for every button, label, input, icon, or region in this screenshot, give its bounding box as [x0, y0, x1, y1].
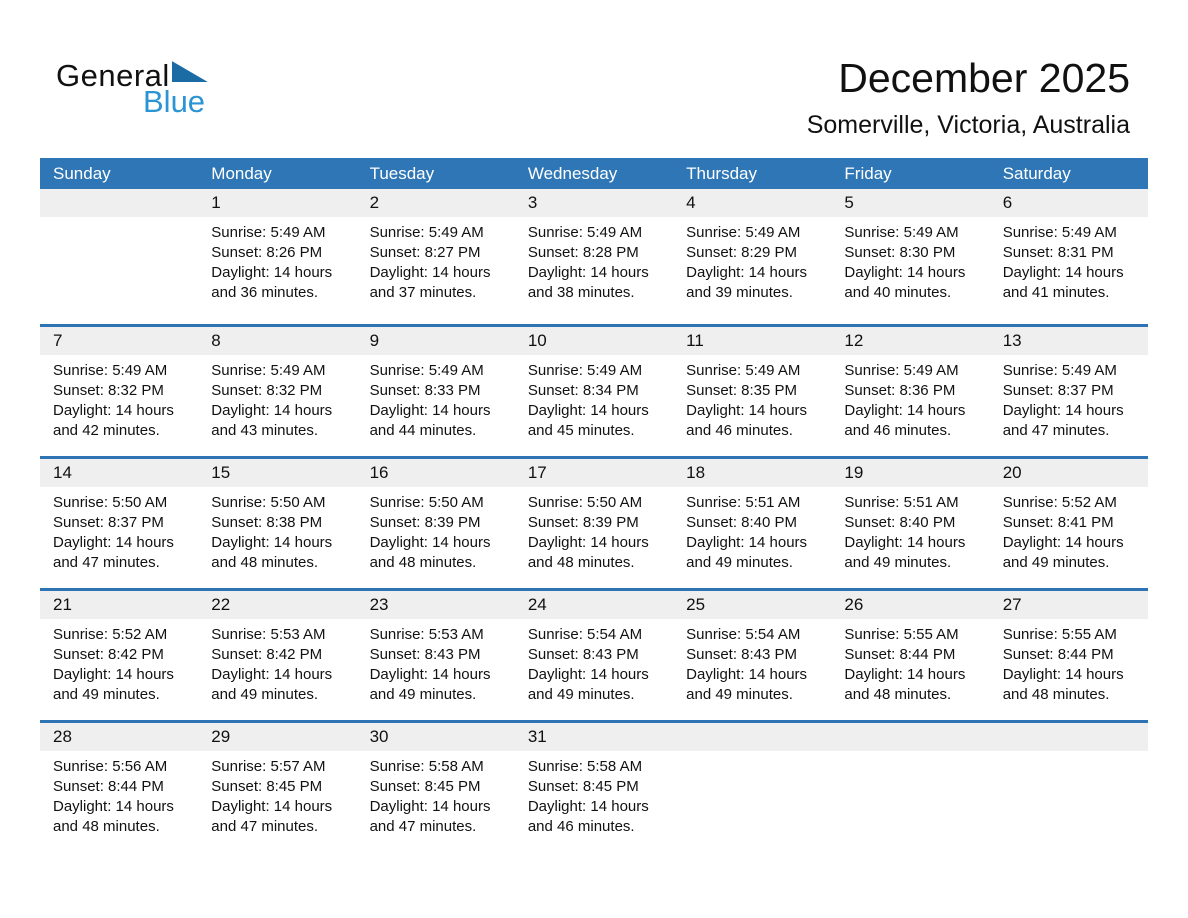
sunrise-text: Sunrise: 5:49 AM [1002, 224, 1117, 241]
day-number-band [831, 189, 989, 217]
daylight-text: Daylight: 14 hours and 47 minutes. [1002, 402, 1124, 439]
sunset-text: Sunset: 8:39 PM [527, 514, 639, 531]
day-number-band [198, 459, 356, 487]
sunrise-text: Sunrise: 5:55 AM [1002, 626, 1117, 643]
sunrise-text: Sunrise: 5:57 AM [211, 758, 326, 775]
day-number-band [515, 723, 673, 751]
sunrise-text: Sunrise: 5:50 AM [211, 494, 326, 511]
sunset-text: Sunset: 8:36 PM [844, 382, 956, 399]
day-number: 14 [53, 463, 72, 482]
day-details [831, 619, 989, 705]
day-details [831, 217, 989, 303]
sunset-text: Sunset: 8:45 PM [527, 778, 639, 795]
day-details [357, 487, 515, 573]
day-details [40, 487, 198, 573]
day-number-band [673, 723, 831, 751]
day-number: 5 [844, 193, 854, 212]
daylight-text: Daylight: 14 hours and 49 minutes. [53, 666, 174, 703]
day-number: 13 [1002, 331, 1022, 350]
sunrise-text: Sunrise: 5:58 AM [369, 758, 484, 775]
sunrise-text: Sunrise: 5:50 AM [527, 494, 643, 511]
day-number-band [40, 327, 198, 355]
daylight-text: Daylight: 14 hours and 47 minutes. [369, 798, 491, 835]
day-number-band [198, 327, 356, 355]
day-number: 26 [844, 595, 864, 614]
day-number-band [40, 189, 198, 217]
daylight-text: Daylight: 14 hours and 48 minutes. [527, 534, 649, 571]
sunrise-text: Sunrise: 5:58 AM [527, 758, 643, 775]
sunset-text: Sunset: 8:43 PM [686, 646, 798, 663]
day-number: 23 [369, 595, 389, 614]
day-number-band [831, 327, 989, 355]
day-number: 22 [211, 595, 231, 614]
daylight-text: Daylight: 14 hours and 47 minutes. [53, 534, 174, 571]
day-details [40, 619, 198, 705]
sunrise-text: Sunrise: 5:53 AM [211, 626, 326, 643]
day-cell-1 [198, 189, 356, 324]
daylight-text: Daylight: 14 hours and 48 minutes. [844, 666, 966, 703]
sunset-text: Sunset: 8:29 PM [686, 244, 798, 261]
day-cell-26 [831, 591, 989, 720]
weekday-header-row [40, 158, 1148, 189]
day-number: 21 [53, 595, 72, 614]
sunrise-text: Sunrise: 5:49 AM [844, 362, 959, 379]
daylight-text: Daylight: 14 hours and 49 minutes. [1002, 534, 1124, 571]
daylight-text: Daylight: 14 hours and 46 minutes. [844, 402, 966, 439]
sunset-text: Sunset: 8:35 PM [686, 382, 798, 399]
sunrise-text: Sunrise: 5:49 AM [1002, 362, 1117, 379]
day-number-band [357, 591, 515, 619]
sunset-text: Sunset: 8:27 PM [369, 244, 481, 261]
day-number: 18 [686, 463, 706, 482]
day-details [198, 751, 356, 837]
day-details [673, 217, 831, 303]
sunset-text: Sunset: 8:37 PM [53, 514, 164, 531]
day-number-band [515, 459, 673, 487]
day-number-band [198, 591, 356, 619]
day-cell-23 [357, 591, 515, 720]
sunrise-text: Sunrise: 5:54 AM [686, 626, 801, 643]
sunset-text: Sunset: 8:42 PM [53, 646, 164, 663]
sunset-text: Sunset: 8:43 PM [527, 646, 639, 663]
sunrise-text: Sunrise: 5:49 AM [369, 362, 484, 379]
sunset-text: Sunset: 8:44 PM [1002, 646, 1114, 663]
day-details [831, 355, 989, 441]
day-cell-28 [40, 723, 198, 852]
daylight-text: Daylight: 14 hours and 48 minutes. [1002, 666, 1124, 703]
daylight-text: Daylight: 14 hours and 39 minutes. [686, 264, 808, 301]
day-cell-5 [831, 189, 989, 324]
sunrise-text: Sunrise: 5:54 AM [527, 626, 643, 643]
sunrise-text: Sunrise: 5:49 AM [844, 224, 959, 241]
daylight-text: Daylight: 14 hours and 41 minutes. [1002, 264, 1124, 301]
day-number: 17 [527, 463, 547, 482]
week-row-1 [40, 189, 1148, 324]
location-subtitle: Somerville, Victoria, Australia [806, 111, 1130, 140]
day-number-band [515, 189, 673, 217]
day-cell-20 [990, 459, 1148, 588]
day-details [831, 751, 989, 757]
day-cell-3 [515, 189, 673, 324]
general-blue-logo [56, 60, 208, 117]
day-cell-27 [990, 591, 1148, 720]
day-details [990, 487, 1148, 573]
day-number-band [990, 189, 1148, 217]
day-number-band [40, 459, 198, 487]
weekday-label-thursday: Thursday [686, 163, 758, 183]
day-cell-4 [673, 189, 831, 324]
week-row-3 [40, 456, 1148, 588]
sunset-text: Sunset: 8:31 PM [1002, 244, 1114, 261]
daylight-text: Daylight: 14 hours and 38 minutes. [527, 264, 649, 301]
sunrise-text: Sunrise: 5:49 AM [527, 224, 643, 241]
day-cell-29 [198, 723, 356, 852]
day-details [357, 751, 515, 837]
sunset-text: Sunset: 8:44 PM [53, 778, 164, 795]
day-number-band [990, 459, 1148, 487]
day-number-band [990, 327, 1148, 355]
daylight-text: Daylight: 14 hours and 48 minutes. [211, 534, 333, 571]
day-number: 31 [527, 727, 547, 746]
sunset-text: Sunset: 8:32 PM [53, 382, 164, 399]
day-details [198, 217, 356, 303]
daylight-text: Daylight: 14 hours and 49 minutes. [527, 666, 649, 703]
day-details [198, 355, 356, 441]
daylight-text: Daylight: 14 hours and 36 minutes. [211, 264, 333, 301]
logo-triangle-icon [172, 61, 208, 82]
daylight-text: Daylight: 14 hours and 46 minutes. [527, 798, 649, 835]
daylight-text: Daylight: 14 hours and 37 minutes. [369, 264, 491, 301]
day-cell-7 [40, 327, 198, 456]
day-cell-25 [673, 591, 831, 720]
sunrise-text: Sunrise: 5:56 AM [53, 758, 168, 775]
sunset-text: Sunset: 8:39 PM [369, 514, 481, 531]
day-details [673, 487, 831, 573]
daylight-text: Daylight: 14 hours and 48 minutes. [369, 534, 491, 571]
day-number-band [673, 327, 831, 355]
day-cell-16 [357, 459, 515, 588]
day-details [990, 355, 1148, 441]
day-number: 24 [527, 595, 547, 614]
day-cell-21 [40, 591, 198, 720]
day-number: 29 [211, 727, 231, 746]
day-number-band [198, 189, 356, 217]
daylight-text: Daylight: 14 hours and 46 minutes. [686, 402, 808, 439]
day-details [990, 619, 1148, 705]
logo-text-general: General [56, 58, 170, 93]
weekday-label-sunday: Sunday [53, 163, 111, 183]
day-details [357, 619, 515, 705]
day-number-band [673, 459, 831, 487]
weekday-label-wednesday: Wednesday [527, 163, 618, 183]
sunrise-text: Sunrise: 5:51 AM [686, 494, 801, 511]
day-details [515, 619, 673, 705]
day-cell-9 [357, 327, 515, 456]
month-title: December 2025 [838, 55, 1130, 101]
day-cell-17 [515, 459, 673, 588]
day-number-band [990, 723, 1148, 751]
day-number: 6 [1002, 193, 1013, 212]
sunrise-text: Sunrise: 5:52 AM [1002, 494, 1117, 511]
day-cell-22 [198, 591, 356, 720]
day-number: 15 [211, 463, 231, 482]
day-number-band [673, 189, 831, 217]
day-cell-13 [990, 327, 1148, 456]
sunset-text: Sunset: 8:38 PM [211, 514, 323, 531]
sunset-text: Sunset: 8:28 PM [527, 244, 639, 261]
sunset-text: Sunset: 8:40 PM [686, 514, 798, 531]
sunset-text: Sunset: 8:45 PM [369, 778, 481, 795]
day-cell-30 [357, 723, 515, 852]
daylight-text: Daylight: 14 hours and 45 minutes. [527, 402, 649, 439]
day-details [831, 487, 989, 573]
day-number: 20 [1002, 463, 1022, 482]
sunset-text: Sunset: 8:32 PM [211, 382, 323, 399]
sunrise-text: Sunrise: 5:52 AM [53, 626, 168, 643]
day-number: 12 [844, 331, 864, 350]
day-number: 3 [527, 193, 538, 212]
day-details [990, 217, 1148, 303]
sunrise-text: Sunrise: 5:49 AM [527, 362, 643, 379]
day-cell-11 [673, 327, 831, 456]
day-details [515, 217, 673, 303]
day-cell-empty [831, 723, 989, 852]
sunrise-text: Sunrise: 5:51 AM [844, 494, 959, 511]
weekday-label-friday: Friday [844, 163, 892, 183]
day-number-band [198, 723, 356, 751]
day-number-band [515, 327, 673, 355]
sunrise-text: Sunrise: 5:50 AM [53, 494, 168, 511]
day-number-band [831, 591, 989, 619]
day-details [198, 619, 356, 705]
weekday-label-tuesday: Tuesday [369, 163, 435, 183]
logo-text-blue: Blue [143, 84, 206, 119]
daylight-text: Daylight: 14 hours and 49 minutes. [686, 666, 808, 703]
day-details [673, 619, 831, 705]
day-number: 27 [1002, 595, 1022, 614]
daylight-text: Daylight: 14 hours and 40 minutes. [844, 264, 966, 301]
sunrise-text: Sunrise: 5:49 AM [211, 362, 326, 379]
day-number: 1 [211, 193, 221, 212]
day-number-band [990, 591, 1148, 619]
day-cell-8 [198, 327, 356, 456]
sunrise-text: Sunrise: 5:53 AM [369, 626, 484, 643]
daylight-text: Daylight: 14 hours and 49 minutes. [844, 534, 966, 571]
day-number-band [357, 327, 515, 355]
sunset-text: Sunset: 8:37 PM [1002, 382, 1114, 399]
day-details [40, 355, 198, 441]
day-number-band [831, 459, 989, 487]
sunrise-text: Sunrise: 5:49 AM [686, 362, 801, 379]
day-details [357, 355, 515, 441]
day-cell-15 [198, 459, 356, 588]
sunset-text: Sunset: 8:43 PM [369, 646, 481, 663]
day-number: 28 [53, 727, 72, 746]
day-number: 16 [369, 463, 389, 482]
day-cell-24 [515, 591, 673, 720]
week-row-5 [40, 720, 1148, 852]
day-cell-31 [515, 723, 673, 852]
weekday-label-monday: Monday [211, 163, 272, 183]
daylight-text: Daylight: 14 hours and 48 minutes. [53, 798, 174, 835]
day-cell-empty [990, 723, 1148, 852]
day-cell-empty [673, 723, 831, 852]
day-number: 7 [53, 331, 63, 350]
day-number: 2 [369, 193, 380, 212]
day-cell-19 [831, 459, 989, 588]
day-cell-10 [515, 327, 673, 456]
day-cell-14 [40, 459, 198, 588]
day-number: 10 [527, 331, 547, 350]
sunset-text: Sunset: 8:30 PM [844, 244, 956, 261]
day-number-band [357, 723, 515, 751]
day-number-band [40, 723, 198, 751]
day-details [515, 487, 673, 573]
weekday-label-saturday: Saturday [1002, 163, 1071, 183]
sunset-text: Sunset: 8:42 PM [211, 646, 323, 663]
day-cell-2 [357, 189, 515, 324]
title-block [807, 55, 1130, 140]
sunset-text: Sunset: 8:26 PM [211, 244, 323, 261]
daylight-text: Daylight: 14 hours and 47 minutes. [211, 798, 333, 835]
day-details [515, 355, 673, 441]
calendar-weeks [40, 189, 1148, 852]
sunset-text: Sunset: 8:45 PM [211, 778, 323, 795]
day-cell-6 [990, 189, 1148, 324]
daylight-text: Daylight: 14 hours and 49 minutes. [369, 666, 491, 703]
day-number-band [515, 591, 673, 619]
daylight-text: Daylight: 14 hours and 42 minutes. [53, 402, 174, 439]
day-details [515, 751, 673, 837]
sunset-text: Sunset: 8:34 PM [527, 382, 639, 399]
day-number: 9 [369, 331, 380, 350]
sunrise-text: Sunrise: 5:49 AM [211, 224, 326, 241]
day-number: 19 [844, 463, 864, 482]
day-number: 25 [686, 595, 706, 614]
day-number: 8 [211, 331, 221, 350]
day-number: 11 [686, 331, 704, 350]
day-details [990, 751, 1148, 757]
day-details [357, 217, 515, 303]
calendar-table [40, 158, 1148, 852]
sunrise-text: Sunrise: 5:49 AM [686, 224, 801, 241]
day-cell-12 [831, 327, 989, 456]
day-cell-empty [40, 189, 198, 324]
sunset-text: Sunset: 8:40 PM [844, 514, 956, 531]
daylight-text: Daylight: 14 hours and 43 minutes. [211, 402, 333, 439]
day-number-band [357, 459, 515, 487]
day-number-band [831, 723, 989, 751]
day-details [673, 751, 831, 757]
sunrise-text: Sunrise: 5:49 AM [53, 362, 168, 379]
sunrise-text: Sunrise: 5:50 AM [369, 494, 484, 511]
week-row-4 [40, 588, 1148, 720]
day-number-band [357, 189, 515, 217]
day-number-band [673, 591, 831, 619]
daylight-text: Daylight: 14 hours and 49 minutes. [211, 666, 333, 703]
day-number-band [40, 591, 198, 619]
sunrise-text: Sunrise: 5:55 AM [844, 626, 959, 643]
day-number: 4 [686, 193, 696, 212]
sunset-text: Sunset: 8:44 PM [844, 646, 956, 663]
day-number: 30 [369, 727, 389, 746]
sunset-text: Sunset: 8:33 PM [369, 382, 481, 399]
day-details [673, 355, 831, 441]
sunrise-text: Sunrise: 5:49 AM [369, 224, 484, 241]
day-cell-18 [673, 459, 831, 588]
week-row-2 [40, 324, 1148, 456]
day-details [40, 751, 198, 837]
day-details [198, 487, 356, 573]
daylight-text: Daylight: 14 hours and 49 minutes. [686, 534, 808, 571]
day-details [40, 217, 198, 223]
sunset-text: Sunset: 8:41 PM [1002, 514, 1114, 531]
daylight-text: Daylight: 14 hours and 44 minutes. [369, 402, 491, 439]
